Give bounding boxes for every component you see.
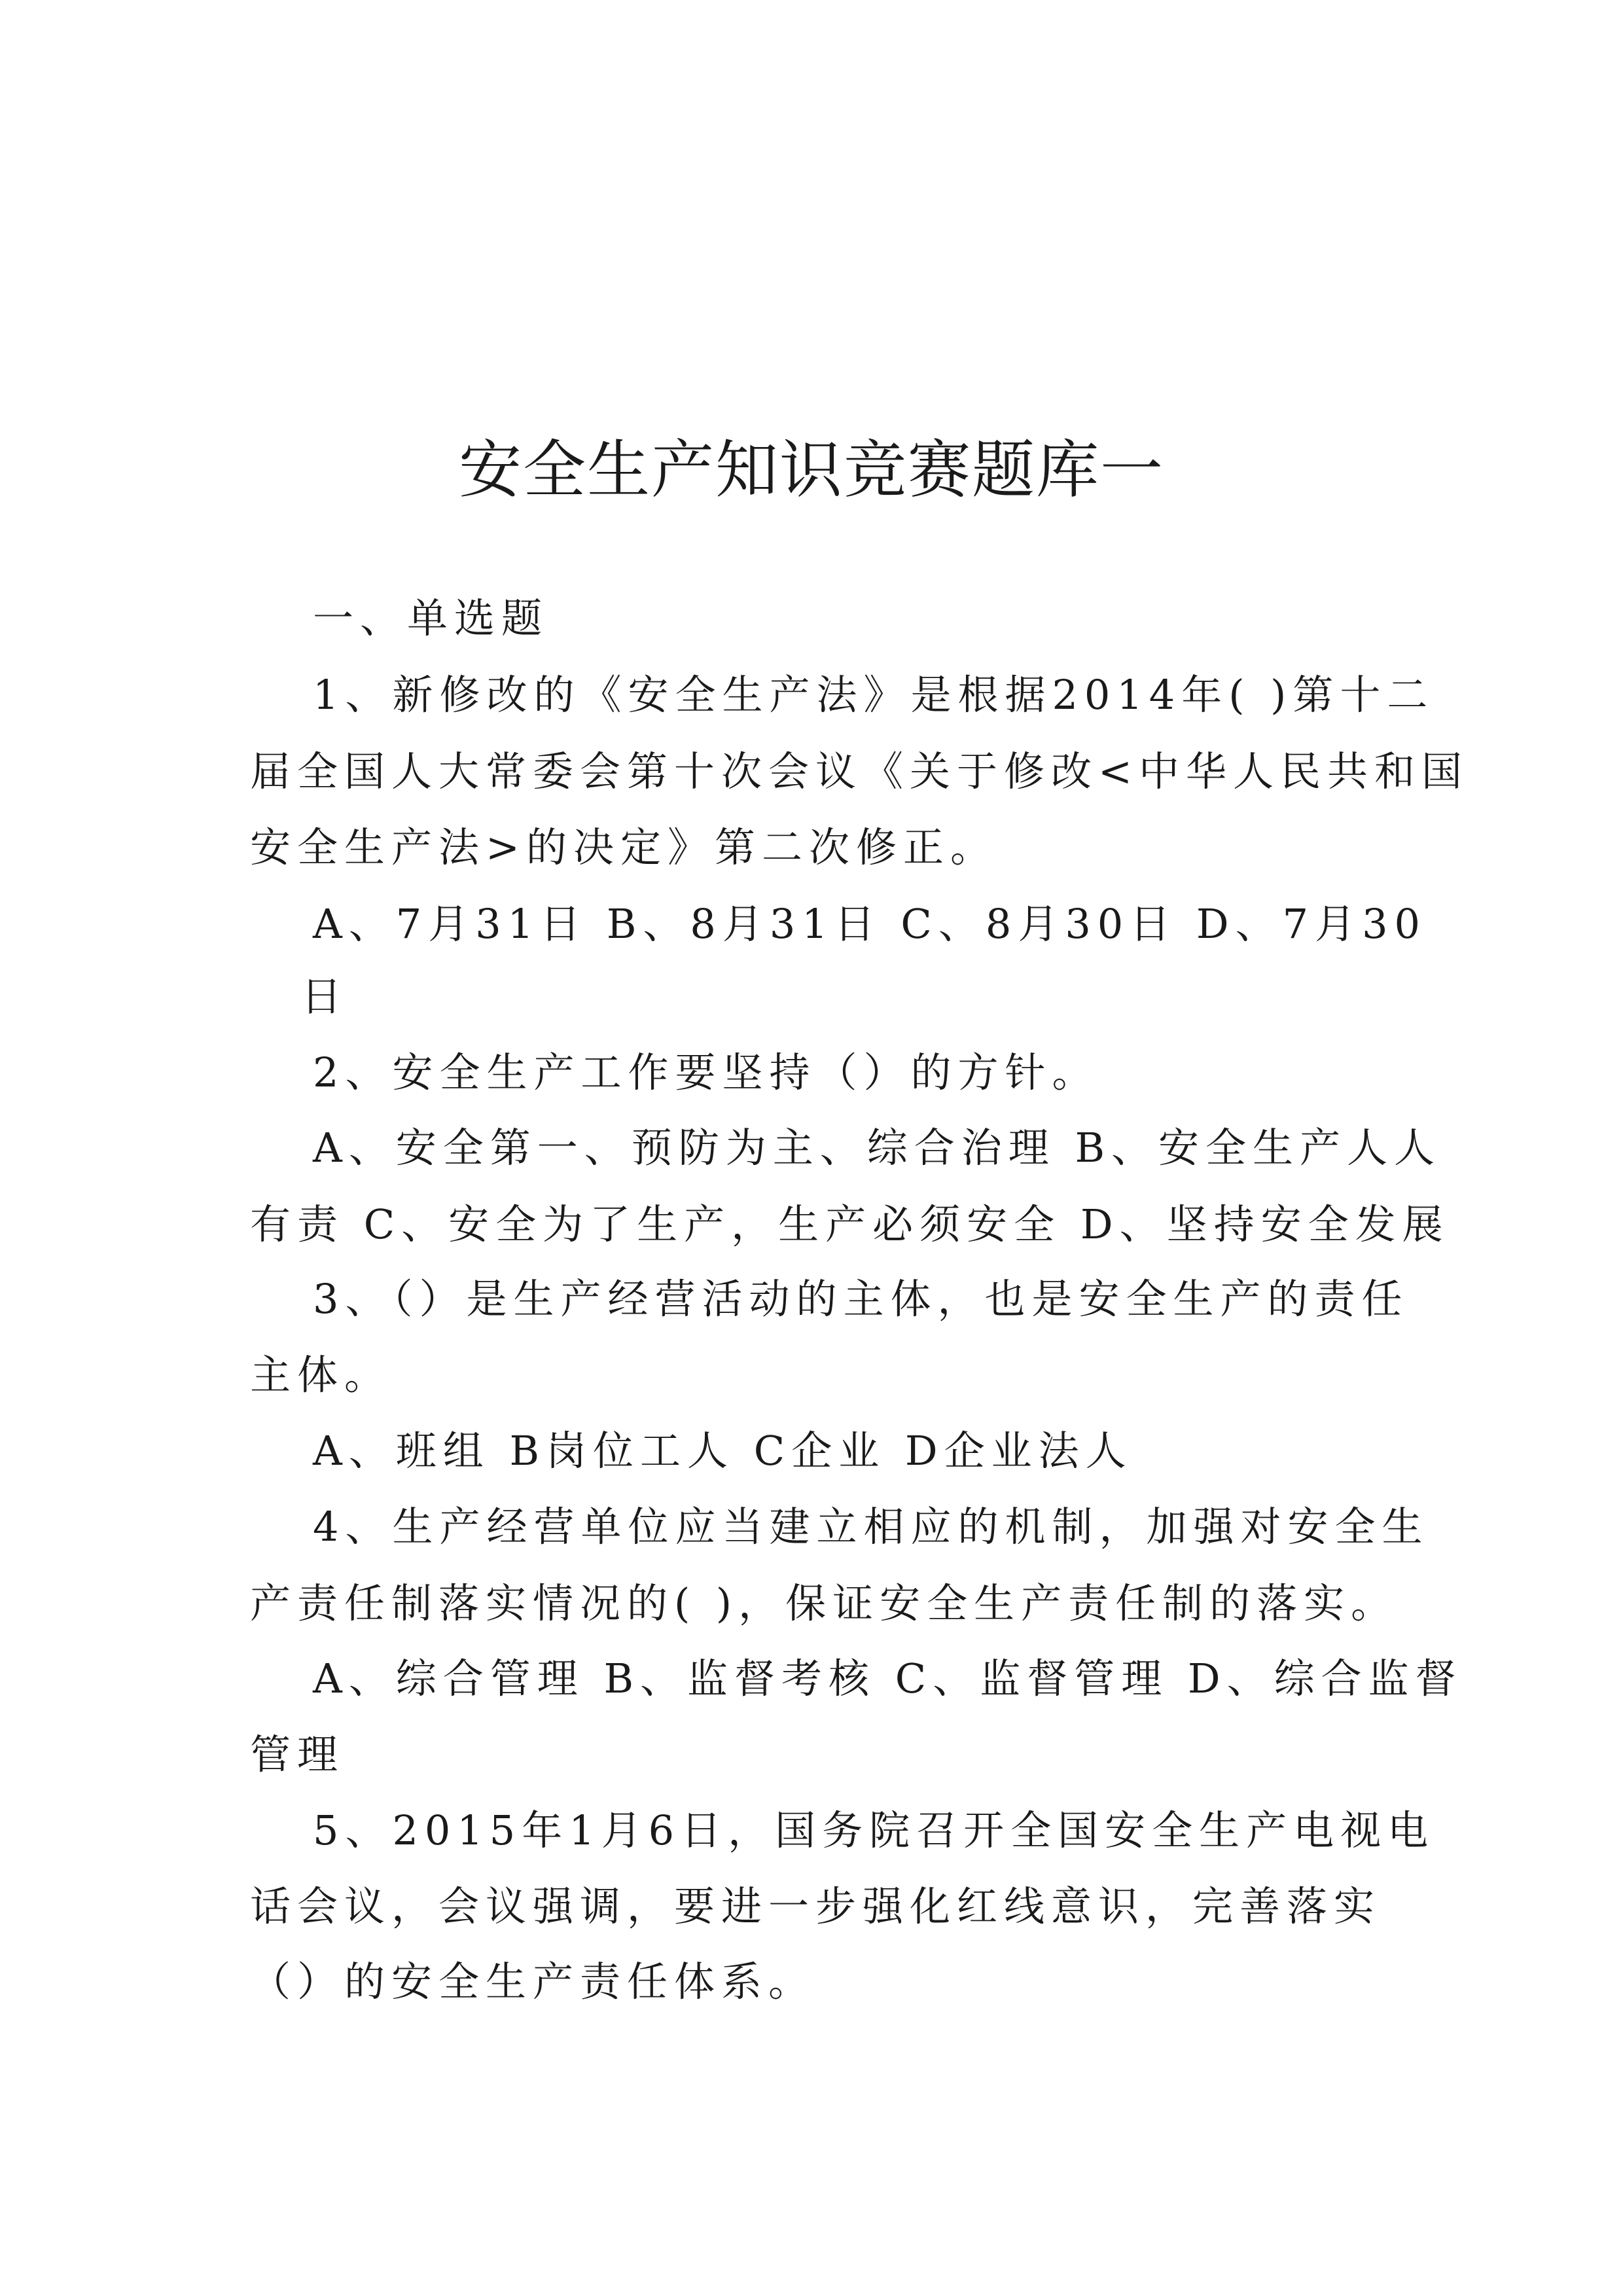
question-4-options-line-1: A、综合管理 B、监督考核 C、监督管理 D、综合监督 [313,1655,1463,1702]
question-2-line-1: 2、安全生产工作要坚持（）的方针。 [313,1049,1099,1096]
question-5-line-1: 5、2015年1月6日，国务院召开全国安全生产电视电 [313,1806,1435,1854]
question-2-options-line-1: A、安全第一、预防为主、综合治理 B、安全生产人人 [313,1124,1442,1172]
section-heading: 一、单选题 [313,594,549,642]
question-2-options-line-2: 有责 C、安全为了生产，生产必须安全 D、坚持安全发展 [250,1200,1450,1248]
question-5-line-3: （）的安全生产责任体系。 [250,1958,816,2005]
question-1-line-1: 1、新修改的《安全生产法》是根据2014年( )第十二 [313,671,1435,719]
question-5-line-2: 话会议，会议强调，要进一步强化红线意识，完善落实 [250,1882,1382,1930]
question-3-options: A、班组 B岗位工人 C企业 D企业法人 [313,1427,1133,1475]
question-4-line-1: 4、生产经营单位应当建立相应的机制，加强对安全生 [313,1503,1429,1551]
question-1-line-2: 届全国人大常委会第十次会议《关于修改<中华人民共和国 [250,747,1469,795]
question-4-options-line-2: 管理 [250,1731,345,1778]
question-1-options-line-2: 日 [301,973,349,1020]
question-3-line-2: 主体。 [250,1351,392,1399]
question-1-options-line-1: A、7月31日 B、8月31日 C、8月30日 D、7月30 [313,900,1427,948]
question-4-line-2: 产责任制落实情况的( )，保证安全生产责任制的落实。 [250,1579,1399,1627]
question-3-line-1: 3、（）是生产经营活动的主体，也是安全生产的责任 [313,1275,1409,1323]
question-1-line-3: 安全生产法>的决定》第二次修正。 [250,823,997,871]
document-title: 安全生产知识竞赛题库一 [459,433,1164,507]
